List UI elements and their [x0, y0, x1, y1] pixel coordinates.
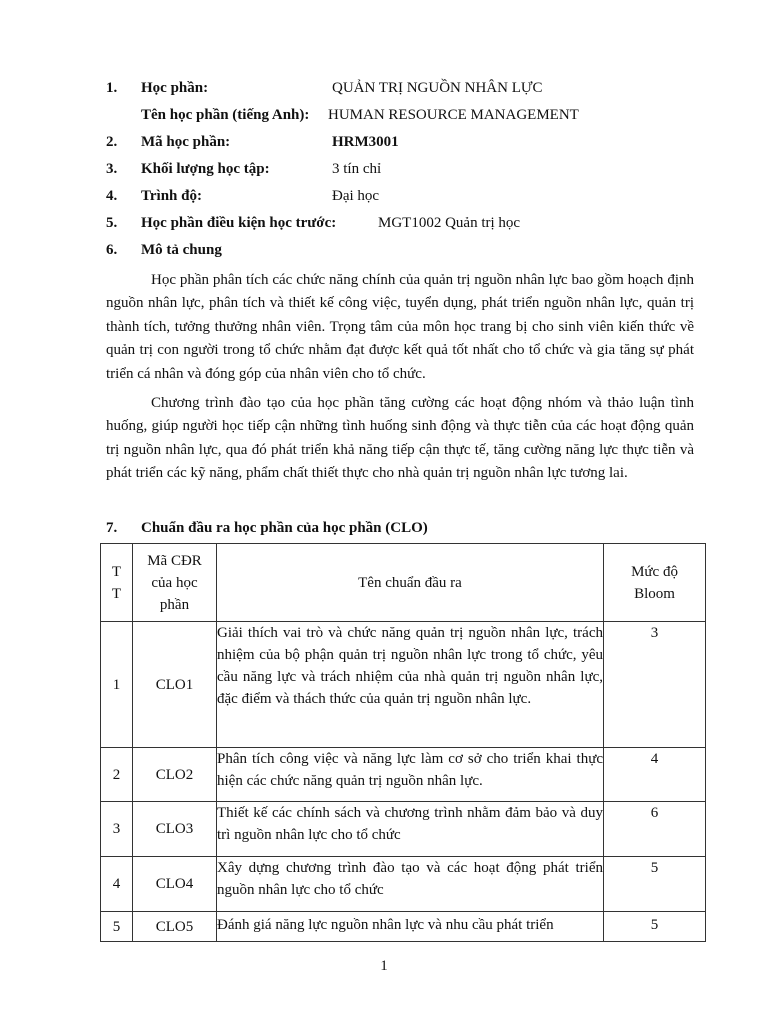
bloom-level: 4	[604, 748, 706, 802]
info-label: Học phần điều kiện học trước:	[141, 215, 337, 231]
header-code: Mã CĐR của học phần	[133, 544, 217, 622]
clo-code: CLO1	[133, 622, 217, 748]
bloom-level: 6	[604, 802, 706, 857]
section-heading: Chuẩn đầu ra học phần của học phần (CLO)	[141, 520, 428, 536]
header-bloom: Mức độ Bloom	[604, 544, 706, 622]
row-number: 4	[101, 857, 133, 912]
table-row	[101, 622, 706, 748]
row-number: 1	[101, 622, 133, 748]
row-number: 3	[101, 802, 133, 857]
item-number: 7.	[106, 520, 118, 536]
header-tt: T T	[101, 544, 133, 622]
clo-code: CLO3	[133, 802, 217, 857]
info-label: Trình độ:	[141, 188, 202, 204]
info-label: Khối lượng học tập:	[141, 161, 270, 177]
clo-code: CLO4	[133, 857, 217, 912]
prerequisite-value: MGT1002 Quản trị học	[378, 215, 521, 231]
clo-code: CLO5	[133, 912, 217, 942]
clo-description: Thiết kế các chính sách và chương trình nhằm đảm bảo và duy trì nguồn nhân lực cho tổ chức	[217, 802, 604, 857]
english-name-value: HUMAN RESOURCE MANAGEMENT	[328, 107, 579, 123]
item-number: 1.	[106, 80, 118, 96]
info-label: Tên học phần (tiếng Anh):	[141, 107, 310, 123]
credits-value: 3 tín chỉ	[332, 161, 382, 177]
table-header-row	[101, 544, 706, 622]
header-name: Tên chuẩn đầu ra	[217, 544, 604, 622]
bloom-level: 3	[604, 622, 706, 748]
table-row	[101, 912, 706, 942]
row-number: 2	[101, 748, 133, 802]
description-paragraph-1: Học phần phân tích các chức năng chính của quản trị nguồn nhân lực bao gồm hoạch định nguồn nhân lực, phân tích và thiết kế công việc, tuyển dụng, phát triển nguồn nhân lực, quản trị thành tích, tưởng thưởng nhân viên. Trọng tâm của môn học trang bị cho sinh viên kiến thức về quản trị con người trong tổ chức nhằm đạt được kết quả tốt nhất cho tổ chức và gia tăng sự phát triển cá nhân và đóng góp của nhân viên cho tổ chức.	[106, 272, 694, 382]
table-row	[101, 748, 706, 802]
course-code-value: HRM3001	[332, 134, 399, 150]
level-value: Đại học	[332, 188, 380, 204]
description-paragraph-2: Chương trình đào tạo của học phần tăng cường các hoạt động nhóm và thảo luận tình huống, giúp người học tiếp cận những tình huống sinh động và thực tiễn của các hoạt động quản trị nguồn nhân lực, qua đó phát triển khả năng tiếp cận thực tế, tăng cường năng lực thực tiễn và phát triển các kỹ năng, phẩm chất thiết thực cho nhà quản trị nguồn nhân lực tương lai.	[106, 395, 694, 482]
item-number: 6.	[106, 242, 118, 258]
table-row	[101, 857, 706, 912]
clo-description: Giải thích vai trò và chức năng quản trị nguồn nhân lực, trách nhiệm của bộ phận quản trị nguồn nhân lực trong tổ chức, yêu cầu năng lực và trách nhiệm của nhà quản trị nguồn nhân lực, đặc điểm và thách thức của quản trị nguồn nhân lực.	[217, 622, 604, 748]
bloom-level: 5	[604, 912, 706, 942]
bloom-level: 5	[604, 857, 706, 912]
item-number: 2.	[106, 134, 118, 150]
info-label: Học phần:	[141, 80, 209, 96]
clo-description: Xây dựng chương trình đào tạo và các hoạt động phát triển nguồn nhân lực cho tổ chức	[217, 857, 604, 912]
clo-code: CLO2	[133, 748, 217, 802]
row-number: 5	[101, 912, 133, 942]
item-number: 5.	[106, 215, 118, 231]
clo-description: Phân tích công việc và năng lực làm cơ sở cho triển khai thực hiện các chức năng quản trị nguồn nhân lực.	[217, 748, 604, 802]
section-heading: Mô tả chung	[141, 242, 222, 258]
clo-table	[100, 543, 706, 942]
table-row	[101, 802, 706, 857]
course-name-value: QUẢN TRỊ NGUỒN NHÂN LỰC	[332, 80, 543, 96]
info-label: Mã học phần:	[141, 134, 231, 150]
item-number: 3.	[106, 161, 118, 177]
clo-description: Đánh giá năng lực nguồn nhân lực và nhu cầu phát triển	[217, 912, 604, 942]
item-number: 4.	[106, 188, 118, 204]
page-number: 1	[380, 958, 388, 974]
